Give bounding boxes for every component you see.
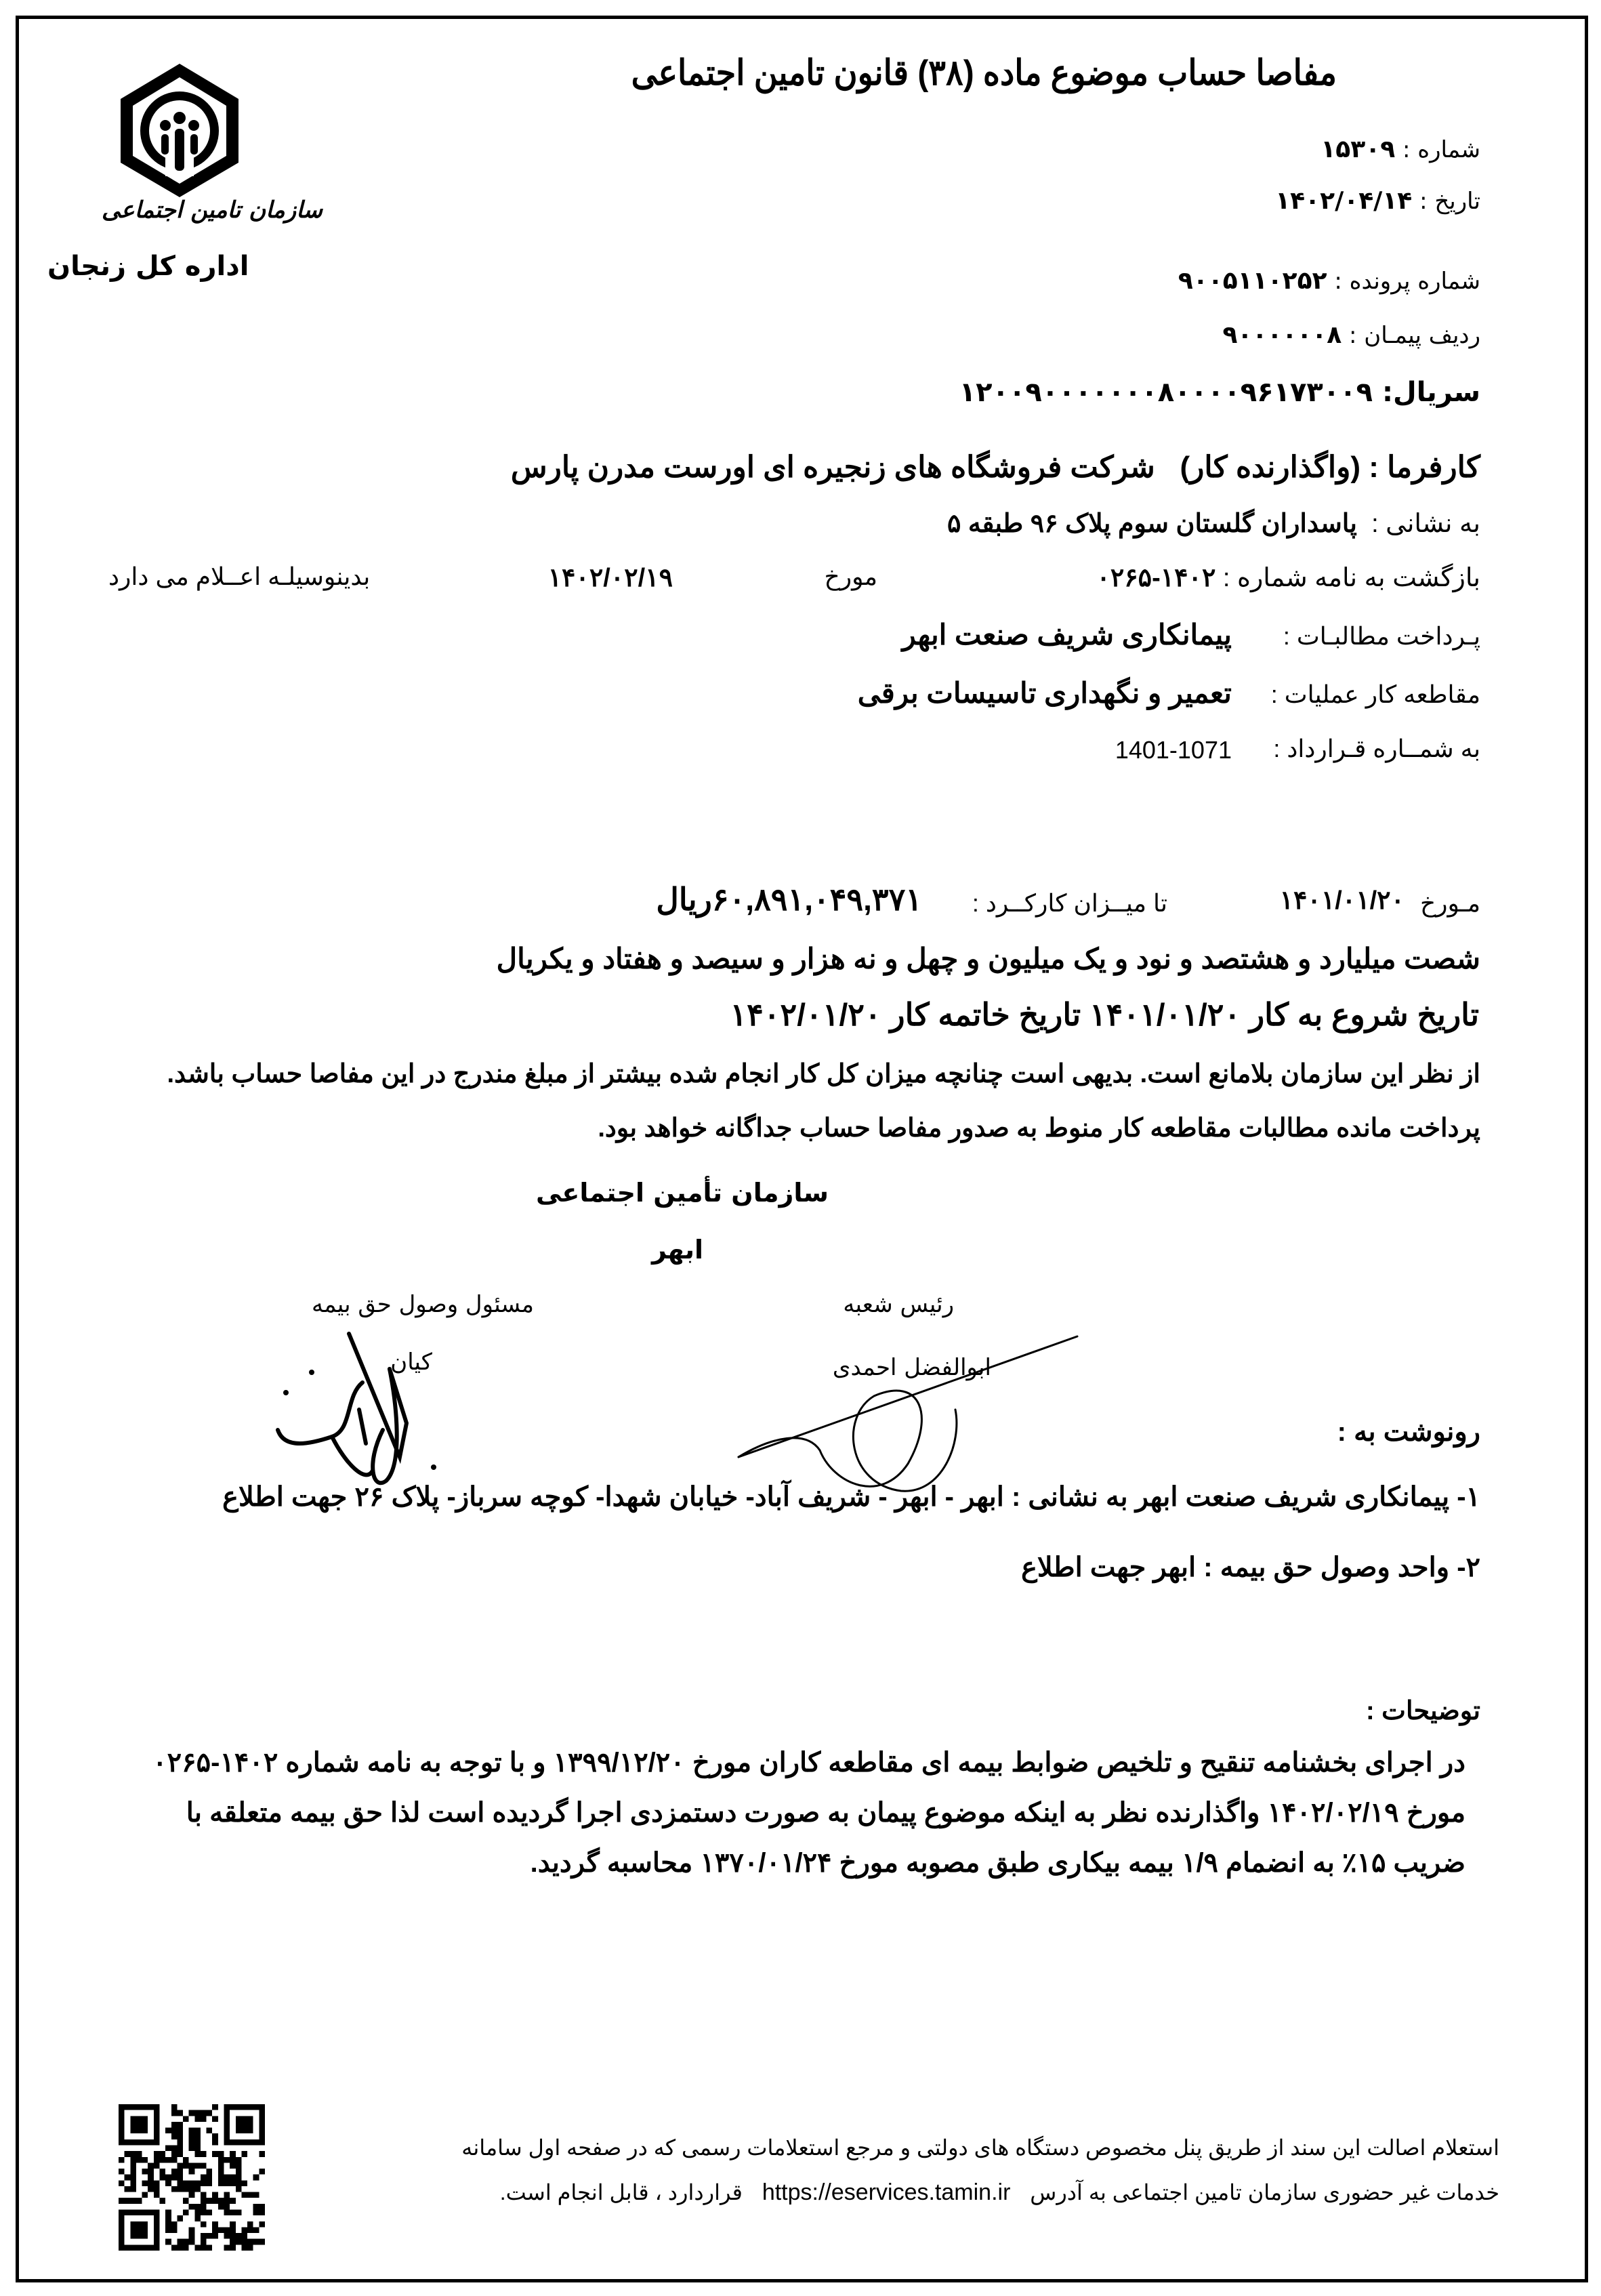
letter-number — [1321, 136, 1480, 163]
contract-label: به شمــاره قـرارداد : — [1273, 735, 1480, 762]
logo-caption: سازمان تامین اجتماعی — [102, 197, 323, 224]
serial — [959, 377, 1480, 408]
amount-dated-label: مـورخ — [1419, 889, 1480, 917]
amount-in-words: شصت میلیارد و هشتصد و نود و یک میلیون و چهل و نه هزار و سیصد و هفتاد و یکریال — [496, 943, 1480, 975]
amount-label: تا میــزان کارکــرد : — [972, 889, 1167, 917]
reference-number: ۱۴۰۲-۰۲۶۵ — [1096, 564, 1216, 592]
file-number — [1178, 267, 1480, 295]
reference — [1096, 562, 1480, 593]
employer-address — [947, 508, 1480, 539]
signatory-left-role: مسئول وصول حق بیمه — [311, 1291, 534, 1318]
body-paragraph-1: از نظر این سازمان بلامانع است. بدیهی است چنانچه میزان کل کار انجام شده بیشتر از مبلغ مندرج در این مفاصا حساب باشد. — [167, 1060, 1480, 1088]
contract-row — [1222, 321, 1480, 349]
amount-value: ۶۰,۸۹۱,۰۴۹,۳۷۱ریال — [656, 882, 922, 917]
cc-label: رونوشت به : — [1337, 1417, 1480, 1447]
footer-line-2 — [500, 2179, 1499, 2206]
reference-tail: بدینوسیلـه اعــلام می دارد — [108, 562, 371, 590]
footer-line-2-end: قراردارد ، قابل انجام است. — [499, 2180, 743, 2205]
verification-link[interactable]: https://eservices.tamin.ir — [762, 2179, 1011, 2205]
serial-value: ۱۲۰۰۹۰۰۰۰۰۰۰۸۰۰۰۰۹۶۱۷۳۰۰۹ — [959, 377, 1373, 408]
document-title: مفاصا حساب موضوع ماده (۳۸) قانون تامین اجتماعی — [631, 54, 1337, 93]
file-number-value: ۹۰۰۵۱۱۰۲۵۲ — [1178, 267, 1327, 295]
cc-item-1: ۱- پیمانکاری شریف صنعت ابهر به نشانی : ابهر - ابهر - شریف آباد- خیابان شهدا- کوچه سرباز- پلاک ۲۶ جهت اطلاع — [222, 1482, 1480, 1512]
contract-value: 1401-1071 — [1115, 736, 1232, 764]
signature-left — [271, 1328, 461, 1491]
letter-number-label: شماره : — [1402, 136, 1480, 163]
payment-label: پـرداخت مطالبـات : — [1283, 622, 1480, 650]
employer-label: کارفرما : (واگذارنده کار) — [1180, 451, 1480, 484]
operation-value: تعمیر و نگهداری تاسیسات برقی — [857, 677, 1232, 709]
employer — [511, 450, 1480, 485]
footer-line-2-start: خدمات غیر حضوری سازمان تامین اجتماعی به آدرس — [1030, 2180, 1499, 2205]
signatory-left-name: کیان — [390, 1349, 432, 1376]
reference-dated-label: مورخ — [824, 562, 877, 590]
office-name: اداره کل زنجان — [47, 251, 249, 282]
signatory-right-name: ابوالفضل احمدی — [832, 1354, 991, 1381]
body-paragraph-2: پرداخت مانده مطالبات مقاطعه کار منوط به صدور مفاصا حساب جداگانه خواهد بود. — [598, 1114, 1480, 1143]
document-border — [16, 16, 1588, 2282]
contract-row-value: ۹۰۰۰۰۰۰۸ — [1222, 321, 1342, 349]
footer-line-1: استعلام اصالت این سند از طریق پنل مخصوص دستگاه های دولتی و مرجع استعلامات رسمی که در صفحه اول سامانه — [461, 2135, 1499, 2160]
contract-row-label: ردیف پیمـان : — [1349, 322, 1480, 349]
signature-org: سازمان تأمین اجتماعی — [535, 1178, 829, 1208]
work-period: تاریخ شروع به کار ۱۴۰۱/۰۱/۲۰ تاریخ خاتمه کار ۱۴۰۲/۰۱/۲۰ — [730, 997, 1479, 1032]
serial-label: سریال: — [1382, 377, 1480, 408]
signature-right — [718, 1328, 1098, 1504]
reference-date: ۱۴۰۲/۰۲/۱۹ — [547, 564, 673, 592]
notes-line-2: مورخ ۱۴۰۲/۰۲/۱۹ واگذارنده نظر به اینکه موضوع پیمان به صورت دستمزدی اجرا گردیده است لذا حق بیمه متعلقه با — [186, 1798, 1465, 1828]
cc-item-2: ۲- واحد وصول حق بیمه : ابهر جهت اطلاع — [1021, 1553, 1480, 1582]
address-label: به نشانی : — [1371, 510, 1480, 538]
letter-number-value: ۱۵۳۰۹ — [1321, 136, 1396, 163]
social-security-logo-icon — [115, 61, 244, 200]
address-value: پاسداران گلستان سوم پلاک ۹۶ طبقه ۵ — [947, 510, 1357, 538]
file-number-label: شماره پرونده : — [1334, 268, 1480, 295]
employer-value: شرکت فروشگاه های زنجیره ای اورست مدرن پارس — [510, 451, 1155, 484]
payment-value: پیمانکاری شریف صنعت ابهر — [902, 619, 1232, 651]
notes-line-1: در اجرای بخشنامه تنقیح و تلخیص ضوابط بیمه ای مقاطعه کاران مورخ ۱۳۹۹/۱۲/۲۰ و با توجه به نامه شماره ۱۴۰۲-۰۲۶۵ — [152, 1748, 1465, 1778]
notes-line-3: ضریب ۱۵٪ به انضمام ۱/۹ بیمه بیکاری طبق مصوبه مورخ ۱۳۷۰/۰۱/۲۴ محاسبه گردید. — [530, 1848, 1465, 1878]
letter-date-value: ۱۴۰۲/۰۴/۱۴ — [1275, 187, 1413, 215]
letter-date-label: تاریخ : — [1419, 188, 1480, 215]
amount-dated-value: ۱۴۰۱/۰۱/۲۰ — [1279, 886, 1405, 915]
signature-city: ابهر — [651, 1235, 703, 1265]
letter-date — [1275, 187, 1480, 215]
reference-label: بازگشت به نامه شماره : — [1222, 564, 1480, 592]
signatory-right-role: رئیس شعبه — [843, 1291, 954, 1318]
notes-heading: توضیحات : — [1365, 1697, 1480, 1725]
operation-label: مقاطعه کار عملیات : — [1270, 680, 1480, 708]
qr-code-icon[interactable] — [119, 2104, 265, 2251]
